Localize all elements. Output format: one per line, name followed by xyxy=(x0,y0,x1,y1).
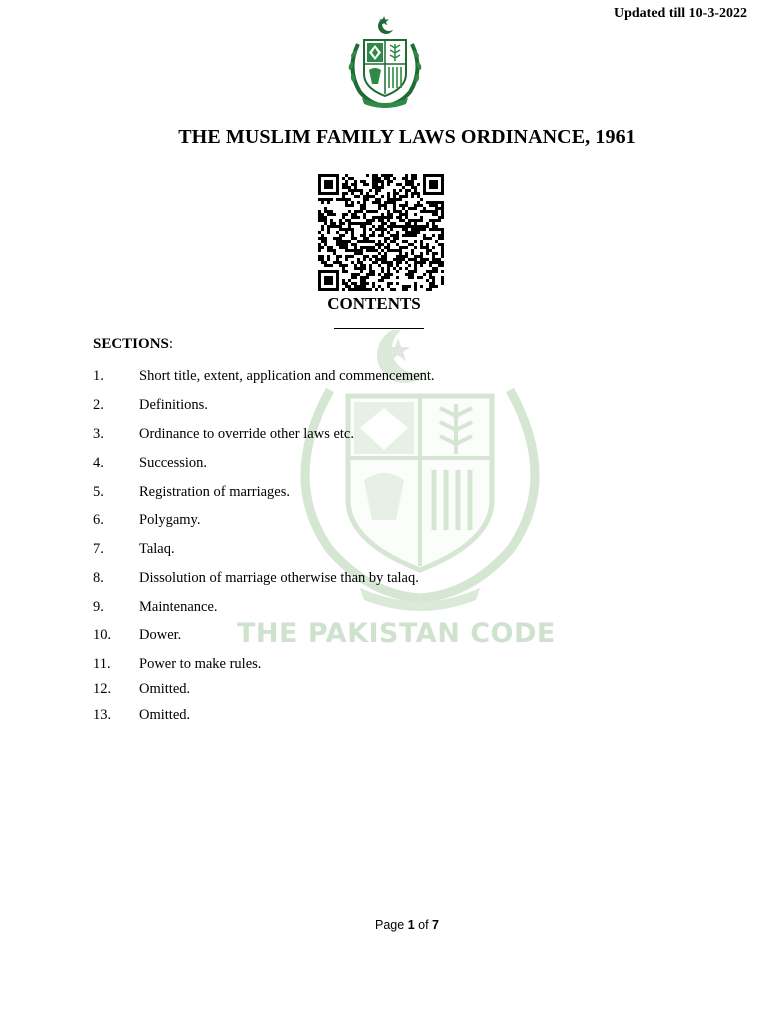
toc-item-text: Maintenance. xyxy=(139,599,218,615)
page-current: 1 xyxy=(407,918,415,932)
toc-item[interactable] xyxy=(93,512,201,529)
toc-item-text: Definitions. xyxy=(139,397,208,413)
toc-item-number: 12. xyxy=(93,681,112,697)
updated-date: Updated till 10-3-2022 xyxy=(614,6,747,21)
toc-item-number: 13. xyxy=(93,707,112,723)
page-prefix: Page xyxy=(375,918,408,932)
toc-item[interactable] xyxy=(93,484,290,501)
toc-item-number: 9. xyxy=(93,599,104,615)
toc-item-text: Talaq. xyxy=(139,541,175,557)
toc-item[interactable] xyxy=(93,681,190,698)
toc-item-number: 3. xyxy=(93,426,104,442)
qr-code-icon[interactable] xyxy=(318,174,444,292)
watermark-text: THE PAKISTAN CODE xyxy=(237,618,556,649)
contents-heading: CONTENTS xyxy=(327,294,421,313)
toc-item[interactable] xyxy=(93,656,261,673)
toc-item[interactable] xyxy=(93,599,218,616)
toc-item-text: Short title, extent, application and commencement. xyxy=(139,368,435,384)
toc-item[interactable] xyxy=(93,570,419,587)
toc-item-number: 1. xyxy=(93,368,104,384)
contents-underline xyxy=(334,328,424,329)
toc-item-number: 7. xyxy=(93,541,104,557)
toc-item[interactable] xyxy=(93,707,190,724)
toc-item[interactable] xyxy=(93,455,207,472)
toc-item-text: Ordinance to override other laws etc. xyxy=(139,426,354,442)
sections-heading-label: SECTIONS xyxy=(93,336,169,352)
toc-item-text: Dissolution of marriage otherwise than by talaq. xyxy=(139,570,419,586)
toc-item-text: Power to make rules. xyxy=(139,656,262,672)
toc-item[interactable] xyxy=(93,397,208,414)
toc-item-text: Omitted. xyxy=(139,681,191,697)
toc-item-number: 8. xyxy=(93,570,104,586)
toc-item-number: 6. xyxy=(93,512,104,528)
toc-item-number: 11. xyxy=(93,656,111,672)
toc-item-number: 2. xyxy=(93,397,104,413)
toc-item-text: Polygamy. xyxy=(139,512,201,528)
sections-heading-colon: : xyxy=(168,336,174,352)
toc-item-number: 5. xyxy=(93,484,104,500)
page-of: of xyxy=(414,918,433,932)
toc-item-text: Omitted. xyxy=(139,707,191,723)
document-title: THE MUSLIM FAMILY LAWS ORDINANCE, 1961 xyxy=(178,126,636,148)
toc-item[interactable] xyxy=(93,541,175,558)
pakistan-state-emblem-icon xyxy=(340,14,430,110)
toc-item[interactable] xyxy=(93,627,181,644)
toc-item-number: 4. xyxy=(93,455,104,471)
toc-item-text: Dower. xyxy=(139,627,182,643)
toc-item-text: Registration of marriages. xyxy=(139,484,290,500)
toc-item[interactable] xyxy=(93,426,354,443)
toc-item-number: 10. xyxy=(93,627,112,643)
page-number xyxy=(0,918,768,932)
toc-item[interactable] xyxy=(93,368,435,385)
sections-heading xyxy=(93,336,173,353)
toc-item-text: Succession. xyxy=(139,455,208,471)
page-total: 7 xyxy=(432,918,439,932)
